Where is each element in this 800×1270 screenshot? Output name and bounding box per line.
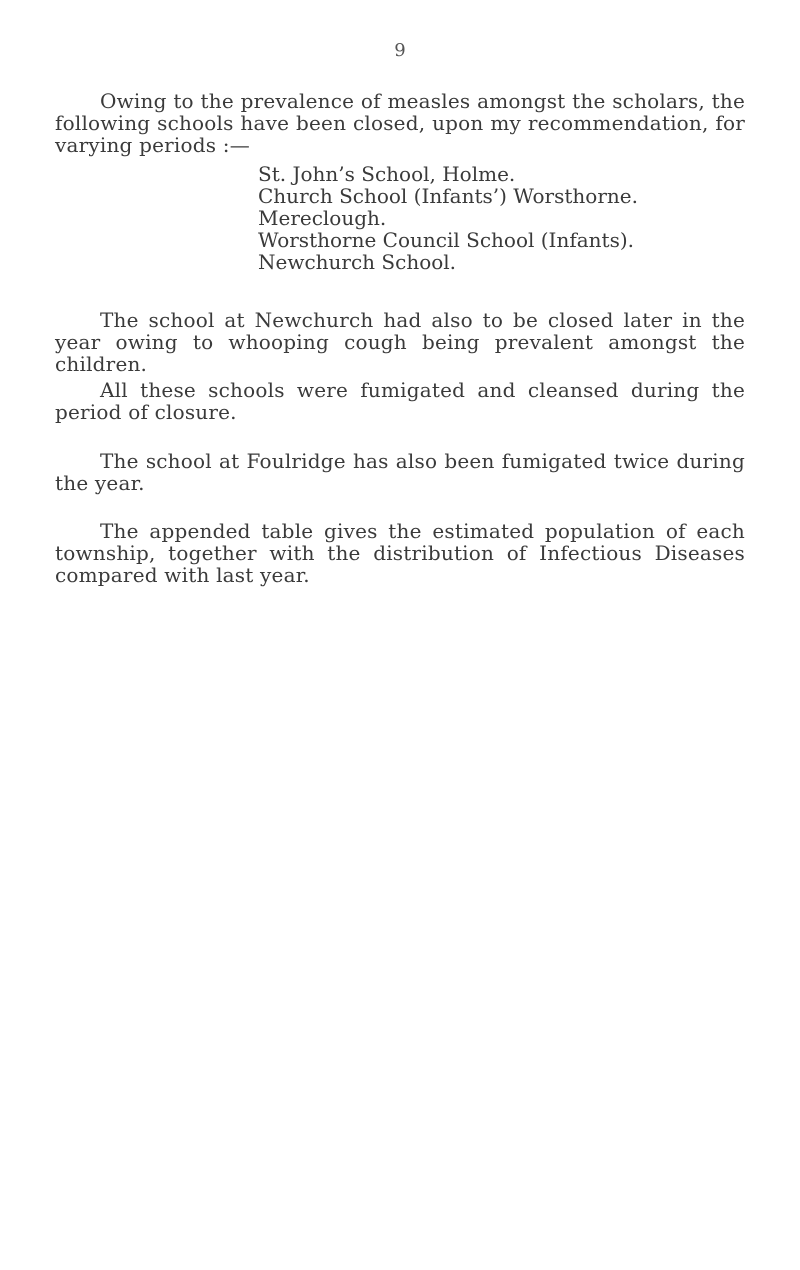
page-number: 9 [394,40,406,61]
closed-schools-list [258,163,638,273]
list-item: Worsthorne Council School (Infants). [258,228,634,252]
paragraph-fumigation: All these schools were fumigated and cleansed during the period of closure. [55,378,745,424]
paragraph-measles-closures: Owing to the prevalence of measles amongst the scholars, the following schools have been closed, upon my recommendation, for varying periods :— [55,89,745,157]
list-item: Newchurch School. [258,250,457,274]
paragraph-appended-table: The appended table gives the estimated population of each township, together with the distribution of Infectious Diseases compared with last year. [55,519,745,587]
list-item: Mereclough. [258,206,387,230]
list-item: Church School (Infants’) Worsthorne. [258,184,638,208]
paragraph-foulridge: The school at Foulridge has also been fumigated twice during the year. [55,449,745,495]
list-item: St. John’s School, Holme. [258,162,516,186]
paragraph-newchurch-whooping-cough: The school at Newchurch had also to be closed later in the year owing to whooping cough being prevalent amongst the children. [55,308,745,376]
